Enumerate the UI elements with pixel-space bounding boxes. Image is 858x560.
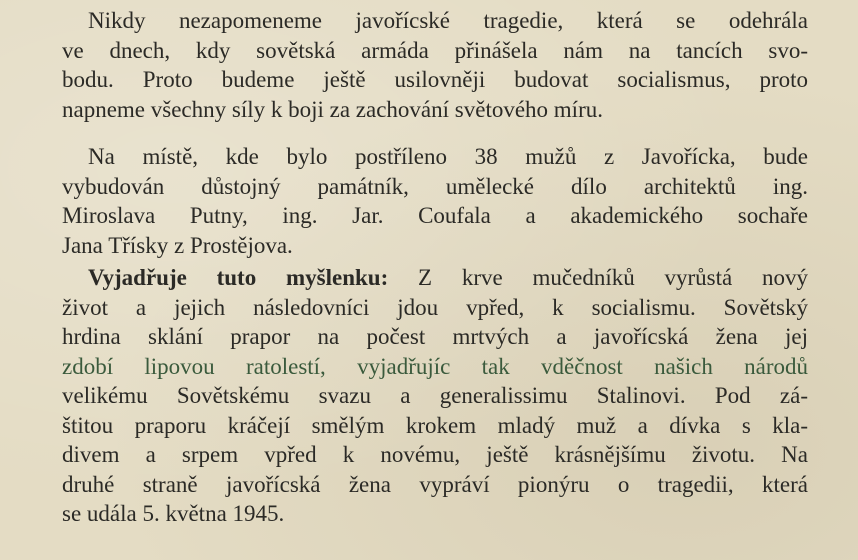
lead-rest: Z krve mučedníků vyrůstá nový: [388, 265, 809, 290]
text-line: ve dnech, kdy sovětská armáda přinášela nám na tancích svo-: [62, 37, 808, 63]
paragraph-memorial: [62, 142, 808, 260]
text-line: život a jejich následovníci jdou vpřed, k socialismu. Sovětský: [62, 294, 808, 320]
text-line: Na místě, kde bylo postříleno 38 mužů z Javořícka, bude: [88, 144, 808, 169]
paragraph-meaning: [62, 263, 808, 529]
text-line: Jana Třísky z Prostějova.: [62, 232, 293, 258]
text-line: se udála 5. května 1945.: [62, 501, 285, 526]
text-line: štitou praporu kráčejí smělým krokem mladý muž a dívka s kla-: [62, 412, 808, 438]
text-line: [62, 263, 808, 293]
text-line: bodu. Proto budeme ještě usilovněji budovat socialismus, proto: [62, 67, 808, 92]
text-line: Nikdy nezapomeneme javořícské tragedie, která se odehrála: [88, 8, 808, 33]
paragraph-remembrance: [62, 6, 808, 124]
text-line: zdobí lipovou ratolestí, vyjadřujíc tak vděčnost našich národů: [62, 353, 808, 379]
text-line: napneme všechny síly k boji za zachování světového míru.: [62, 96, 603, 122]
lead-phrase: Vyjadřuje tuto myšlenku:: [88, 265, 389, 290]
text-line: Miroslava Putny, ing. Jar. Coufala a akademického sochaře: [62, 203, 808, 228]
text-line: divem a srpem vpřed k novému, ještě krásnějšímu životu. Na: [62, 442, 808, 467]
text-line: druhé straně javořícská žena vypráví pionýru o tragedii, která: [62, 471, 808, 497]
text-line: vybudován důstojný památník, umělecké dílo architektů ing.: [62, 173, 808, 199]
text-line: hrdina sklání prapor na počest mrtvých a javořícská žena jej: [62, 324, 808, 349]
text-line: velikému Sovětskému svazu a generalissimu Stalinovi. Pod zá-: [62, 383, 808, 408]
